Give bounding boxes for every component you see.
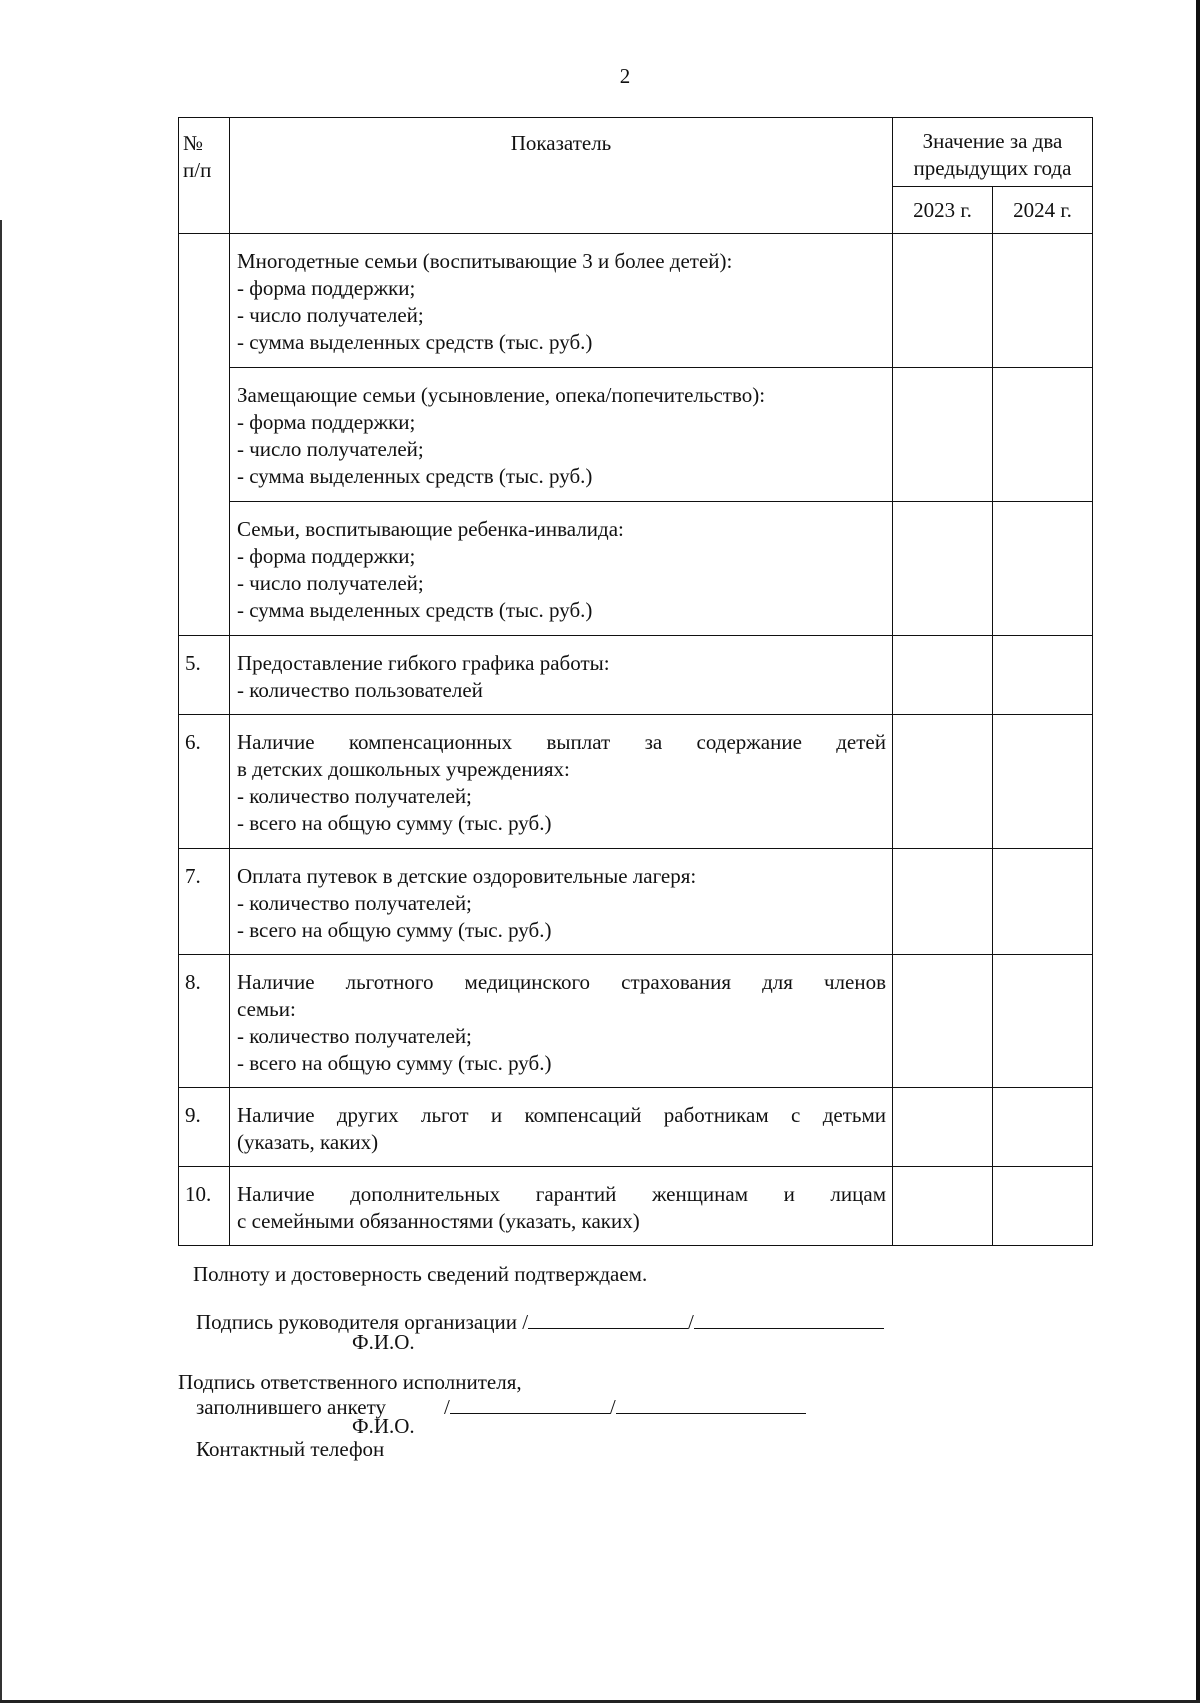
value-2023-cell xyxy=(893,1088,993,1167)
indicator-cell xyxy=(230,502,893,636)
indicator-line: - сумма выделенных средств (тыс. руб.) xyxy=(237,464,593,488)
value-2024-cell xyxy=(993,234,1093,368)
contact-phone-label: Контактный телефон xyxy=(196,1437,385,1461)
indicator-title: Семьи, воспитывающие ребенка-инвалида: xyxy=(237,517,624,541)
table-row xyxy=(179,1088,1093,1167)
executor-label-line-2: заполнившего анкету xyxy=(196,1395,386,1419)
indicator-line: - сумма выделенных средств (тыс. руб.) xyxy=(237,330,593,354)
indicator-line: - всего на общую сумму (тыс. руб.) xyxy=(237,811,552,835)
indicator-cell xyxy=(230,849,893,955)
indicator-cell xyxy=(230,234,893,368)
row-number: 8. xyxy=(179,955,230,1088)
page-number: 2 xyxy=(619,64,631,88)
indicator-line: - сумма выделенных средств (тыс. руб.) xyxy=(237,598,593,622)
scan-edge-right xyxy=(1196,0,1200,1703)
row-number: 9. xyxy=(179,1088,230,1167)
indicator-title: Оплата путевок в детские оздоровительные лагеря: xyxy=(237,864,697,888)
head-name-blank[interactable] xyxy=(694,1308,884,1329)
indicator-cell xyxy=(230,715,893,849)
indicator-line: - всего на общую сумму (тыс. руб.) xyxy=(237,1051,552,1075)
indicator-title-first-line: Наличие других льгот и компенсаций работникам с детьми xyxy=(237,1103,886,1127)
value-2024-cell xyxy=(993,715,1093,849)
table-row xyxy=(179,636,1093,715)
indicator-cell xyxy=(230,636,893,715)
value-2024-cell xyxy=(993,368,1093,502)
executor-name-blank[interactable] xyxy=(616,1393,806,1414)
indicator-cell xyxy=(230,1167,893,1246)
indicator-title: Замещающие семьи (усыновление, опека/попечительство): xyxy=(237,383,766,407)
indicator-line: - число получателей; xyxy=(237,437,424,461)
header-values-group: Значение за два предыдущих года xyxy=(893,118,1093,187)
value-2023-cell xyxy=(893,715,993,849)
row-number xyxy=(179,234,230,636)
header-year-2023: 2023 г. xyxy=(893,187,993,234)
value-2023-cell xyxy=(893,502,993,636)
table-row xyxy=(179,955,1093,1088)
indicator-title: (указать, каких) xyxy=(237,1130,379,1154)
indicator-cell xyxy=(230,1088,893,1167)
indicator-line: - число получателей; xyxy=(237,571,424,595)
indicator-title: Предоставление гибкого графика работы: xyxy=(237,651,610,675)
indicator-title-first-line: Наличие компенсационных выплат за содержание детей xyxy=(237,730,886,754)
value-2023-cell xyxy=(893,849,993,955)
value-2024-cell xyxy=(993,849,1093,955)
table-row xyxy=(179,234,1093,368)
head-signature-blank[interactable] xyxy=(528,1308,688,1329)
head-signature-label: Подпись руководителя организации / xyxy=(196,1310,529,1334)
value-2023-cell xyxy=(893,636,993,715)
indicator-line: - форма поддержки; xyxy=(237,410,416,434)
header-num: № п/п xyxy=(179,118,230,234)
table-row xyxy=(179,715,1093,849)
indicator-line: - количество получателей; xyxy=(237,784,472,808)
row-number: 5. xyxy=(179,636,230,715)
row-number: 6. xyxy=(179,715,230,849)
row-number: 7. xyxy=(179,849,230,955)
indicator-line: - форма поддержки; xyxy=(237,276,416,300)
table-row xyxy=(179,368,1093,502)
indicator-cell xyxy=(230,368,893,502)
indicator-line: - форма поддержки; xyxy=(237,544,416,568)
indicator-title: Многодетные семьи (воспитывающие 3 и более детей): xyxy=(237,249,733,273)
executor-fio-caption: Ф.И.О. xyxy=(352,1414,415,1438)
indicator-line: - всего на общую сумму (тыс. руб.) xyxy=(237,918,552,942)
scan-edge-left xyxy=(0,220,2,1703)
confirmation-text: Полноту и достоверность сведений подтверждаем. xyxy=(193,1262,648,1286)
value-2024-cell xyxy=(993,955,1093,1088)
executor-signature-blank[interactable] xyxy=(450,1393,610,1414)
indicator-line: - количество получателей; xyxy=(237,891,472,915)
indicator-line: - количество пользователей xyxy=(237,678,483,702)
table-row xyxy=(179,502,1093,636)
table-row xyxy=(179,1167,1093,1246)
indicator-title: с семейными обязанностями (указать, каких) xyxy=(237,1209,640,1233)
table-header-row xyxy=(179,118,1093,187)
value-2024-cell xyxy=(993,636,1093,715)
indicator-title: семьи: xyxy=(237,997,296,1021)
executor-label-line-1: Подпись ответственного исполнителя, xyxy=(178,1370,522,1394)
value-2023-cell xyxy=(893,1167,993,1246)
header-indicator: Показатель xyxy=(230,118,893,234)
indicator-title: в детских дошкольных учреждениях: xyxy=(237,757,570,781)
head-fio-caption: Ф.И.О. xyxy=(352,1330,415,1354)
indicator-line: - число получателей; xyxy=(237,303,424,327)
executor-signature-line: заполнившего анкету / / xyxy=(196,1393,806,1419)
value-2024-cell xyxy=(993,502,1093,636)
indicator-line: - количество получателей; xyxy=(237,1024,472,1048)
value-2023-cell xyxy=(893,955,993,1088)
row-number: 10. xyxy=(179,1167,230,1246)
header-year-2024: 2024 г. xyxy=(993,187,1093,234)
head-signature-line: Подпись руководителя организации / / xyxy=(196,1308,884,1334)
value-2023-cell xyxy=(893,368,993,502)
indicators-table xyxy=(178,117,1093,1246)
indicator-cell xyxy=(230,955,893,1088)
value-2024-cell xyxy=(993,1167,1093,1246)
value-2024-cell xyxy=(993,1088,1093,1167)
indicator-title-first-line: Наличие дополнительных гарантий женщинам и лицам xyxy=(237,1182,886,1206)
value-2023-cell xyxy=(893,234,993,368)
indicator-title-first-line: Наличие льготного медицинского страхования для членов xyxy=(237,970,886,994)
table-row xyxy=(179,849,1093,955)
